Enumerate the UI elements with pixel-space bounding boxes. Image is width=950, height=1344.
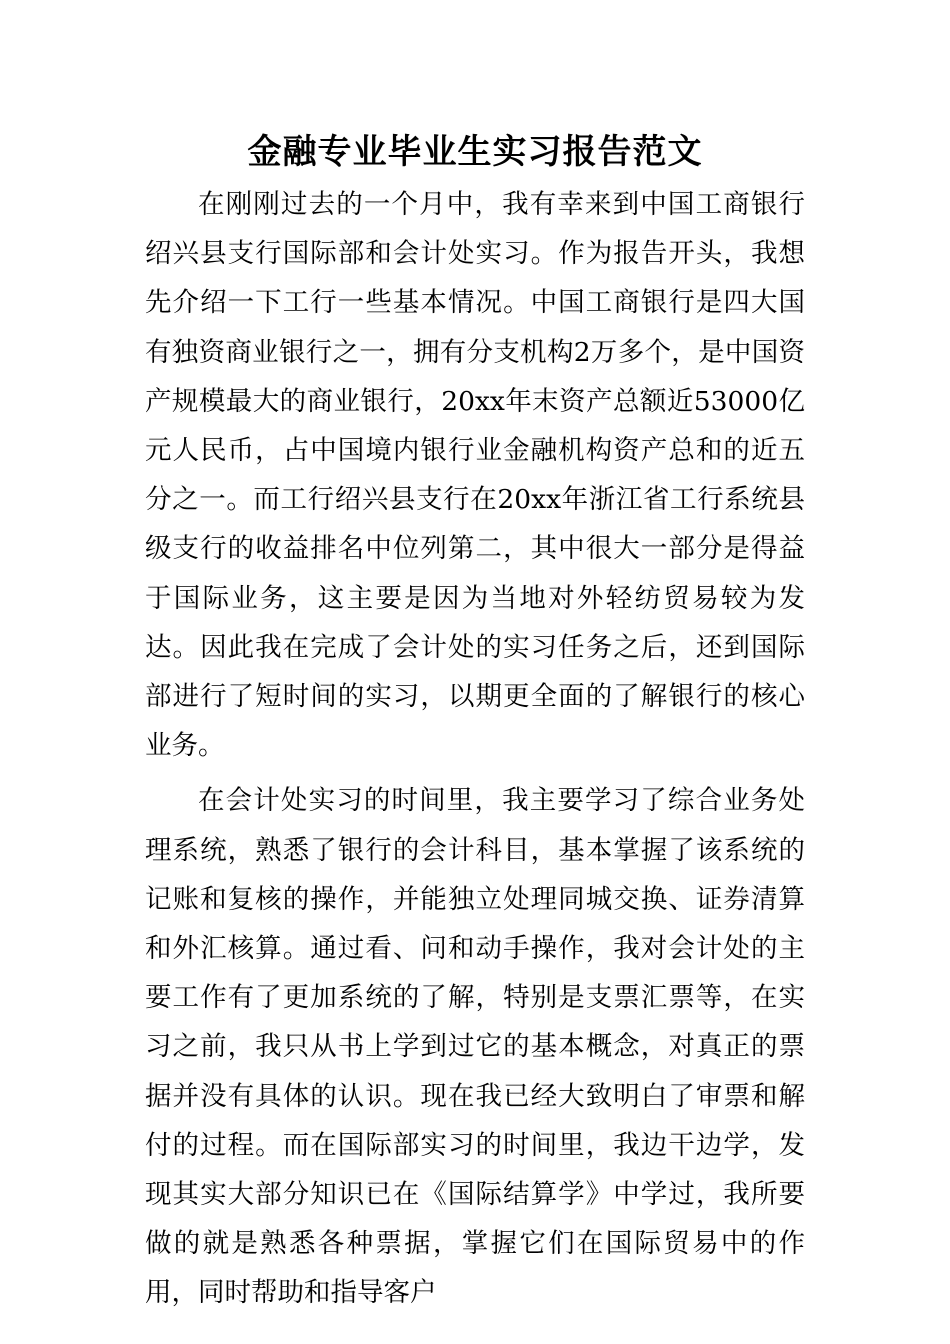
body-paragraph-2: 在会计处实习的时间里，我主要学习了综合业务处理系统，熟悉了银行的会计科目，基本掌握了该系统的记账和复核的操作，并能独立处理同城交换、证券清算和外汇核算。通过看、问和动手操作，我对会计处的主要工作有了更加系统的了解，特别是支票汇票等，在实习之前，我只从书上学到过它的基本概念，对真正的票据并没有具体的认识。现在我已经大致明白了审票和解付的过程。而在国际部实习的时间里，我边干边学，发现其实大部分知识已在《国际结算学》中学过，我所要做的就是熟悉各种票据，掌握它们在国际贸易中的作用，同时帮助和指导客户 [145, 785, 805, 1309]
document-title: 金融专业毕业生实习报告范文 [247, 132, 703, 172]
body-paragraph-1: 在刚刚过去的一个月中，我有幸来到中国工商银行绍兴县支行国际部和会计处实习。作为报告开头，我想先介绍一下工行一些基本情况。中国工商银行是四大国有独资商业银行之一，拥有分支机构2万多个，是中国资产规模最大的商业银行，20xx年末资产总额近53000亿元人民币，占中国境内银行业金融机构资产总和的近五分之一。而工行绍兴县支行在20xx年浙江省工行系统县级支行的收益排名中位列第二，其中很大一部分是得益于国际业务，这主要是因为当地对外轻纺贸易较为发达。因此我在完成了会计处的实习任务之后，还到国际部进行了短时间的实习，以期更全面的了解银行的核心业务。 [145, 189, 805, 762]
